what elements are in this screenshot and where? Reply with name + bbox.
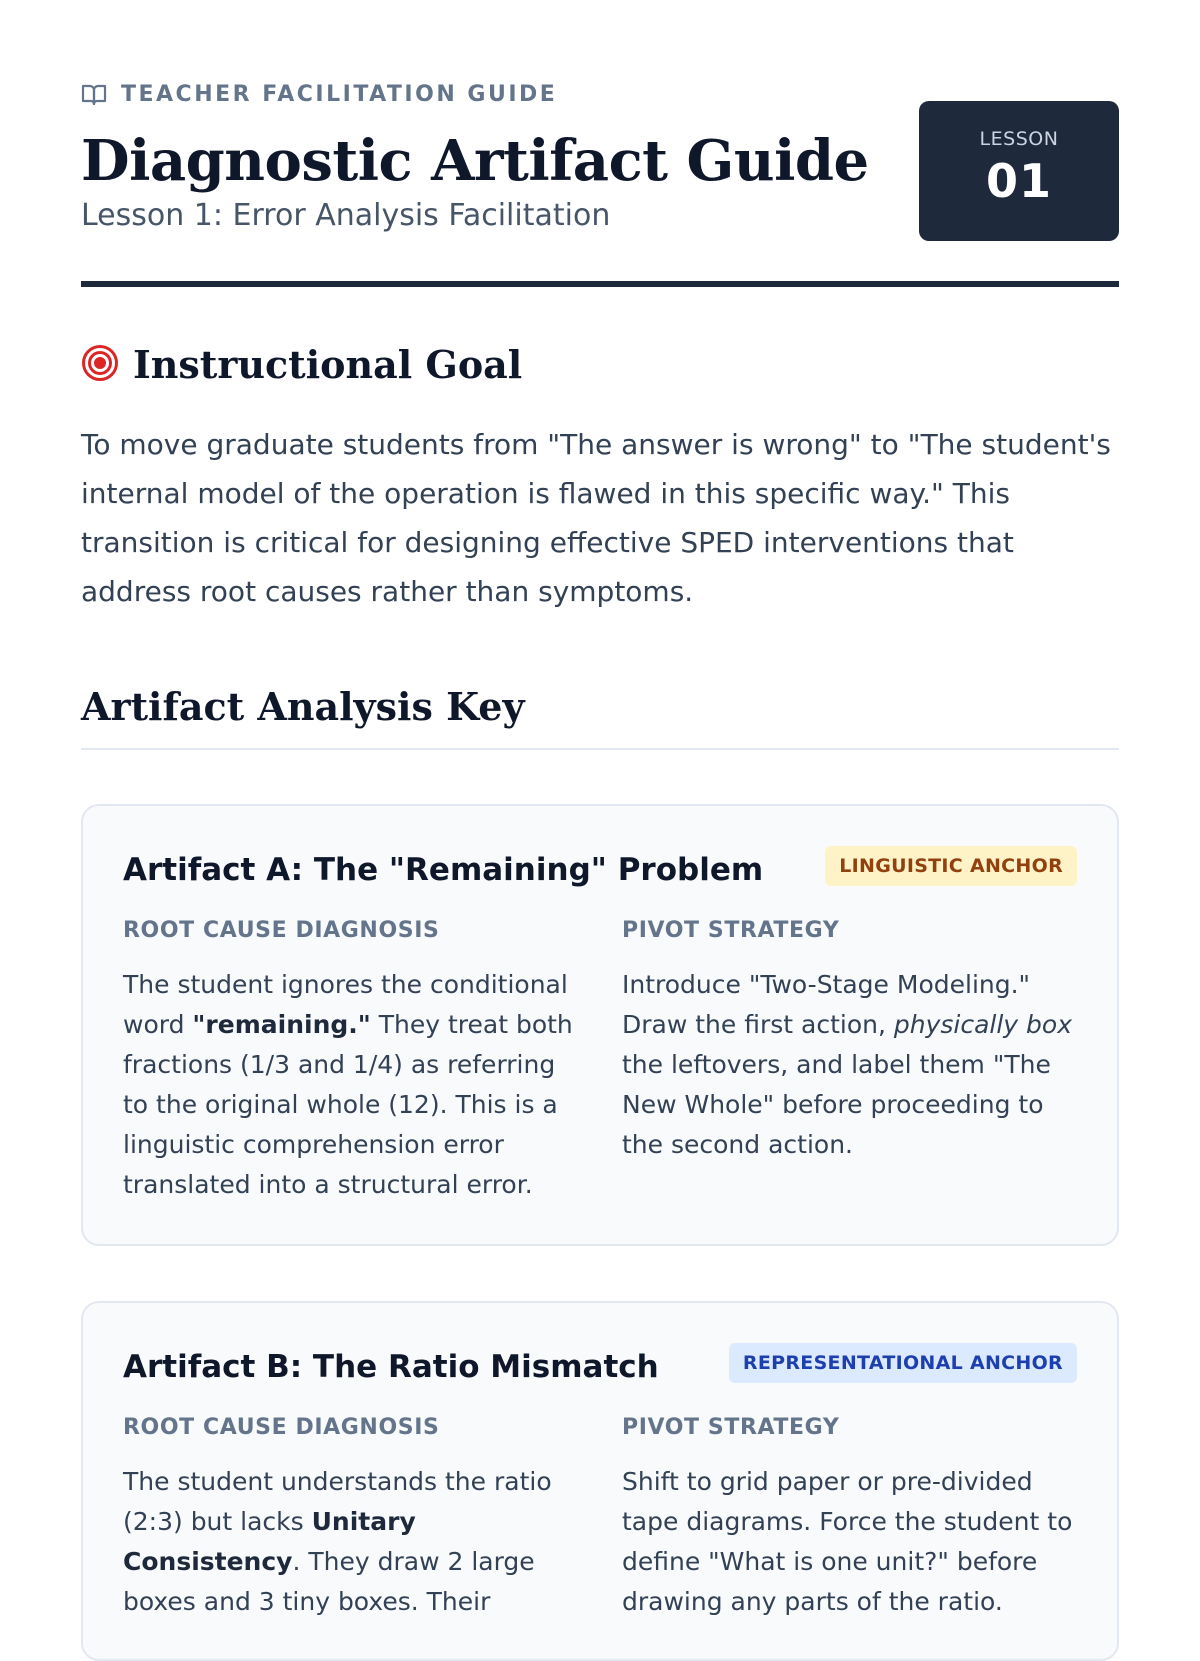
lesson-badge	[919, 101, 1119, 241]
diagnosis-text-start: The student understands the ratio (2:3) but lacks	[123, 1467, 552, 1536]
artifact-card-b	[81, 1301, 1119, 1661]
diagnosis-text-start: The student ignores the conditional word	[123, 970, 568, 1039]
diagnosis-column	[123, 918, 583, 1205]
diagnosis-keyword: Unitary Consistency	[123, 1507, 416, 1576]
diagnosis-label: ROOT CAUSE DIAGNOSIS	[123, 918, 440, 943]
artifact-card-a	[81, 804, 1119, 1246]
artifact-title: Artifact B: The Ratio Mismatch	[123, 1349, 659, 1385]
strategy-text-start: Introduce "Two-Stage Modeling." Draw the first action,	[622, 970, 1031, 1039]
artifact-title: Artifact A: The "Remaining" Problem	[123, 852, 764, 888]
artifact-tag: REPRESENTATIONAL ANCHOR	[729, 1343, 1077, 1383]
diagnosis-keyword: "remaining."	[192, 1010, 371, 1039]
diagnosis-text-end: They treat both fractions (1/3 and 1/4) as referring to the original whole (12). This is a linguistic comprehension error translated into a structural error.	[123, 1010, 573, 1199]
header	[81, 0, 1119, 287]
strategy-text: Shift to grid paper or pre-divided tape diagrams. Force the student to define "What is one unit?" before drawing any parts of the ratio.	[622, 1467, 1073, 1616]
strategy-text-end: the leftovers, and label them "The New Whole" before proceeding to the second action.	[622, 1050, 1051, 1159]
strategy-label: PIVOT STRATEGY	[622, 1415, 840, 1440]
analysis-heading-text: Artifact Analysis Key	[81, 684, 525, 729]
target-icon	[81, 344, 119, 386]
eyebrow	[81, 82, 557, 107]
strategy-column	[622, 1415, 1092, 1622]
artifact-tag: LINGUISTIC ANCHOR	[825, 846, 1077, 886]
strategy-text	[622, 965, 1092, 1165]
diagnosis-text	[123, 1462, 583, 1622]
goal-heading-text: Instructional Goal	[133, 342, 523, 387]
analysis-heading	[81, 684, 1119, 750]
lesson-badge-number: 01	[985, 154, 1052, 208]
strategy-emphasis: physically box	[893, 1010, 1073, 1039]
goal-heading	[81, 342, 522, 387]
strategy-column	[622, 918, 1092, 1165]
diagnosis-text	[123, 965, 583, 1205]
diagnosis-column	[123, 1415, 583, 1622]
diagnosis-text-end: . They draw 2 large boxes and 3 tiny boxes. Their	[123, 1547, 535, 1616]
diagnosis-label: ROOT CAUSE DIAGNOSIS	[123, 1415, 440, 1440]
page-subtitle: Lesson 1: Error Analysis Facilitation	[81, 198, 611, 233]
strategy-label: PIVOT STRATEGY	[622, 918, 840, 943]
lesson-badge-label: LESSON	[979, 128, 1059, 150]
page-title: Diagnostic Artifact Guide	[81, 128, 869, 194]
eyebrow-label: TEACHER FACILITATION GUIDE	[121, 82, 558, 107]
book-open-icon	[81, 83, 107, 107]
goal-text: To move graduate students from "The answer is wrong" to "The student's internal model of the operation is flawed in this specific way." This transition is critical for designing effective SPED interventions that address root causes rather than symptoms.	[81, 428, 1111, 608]
